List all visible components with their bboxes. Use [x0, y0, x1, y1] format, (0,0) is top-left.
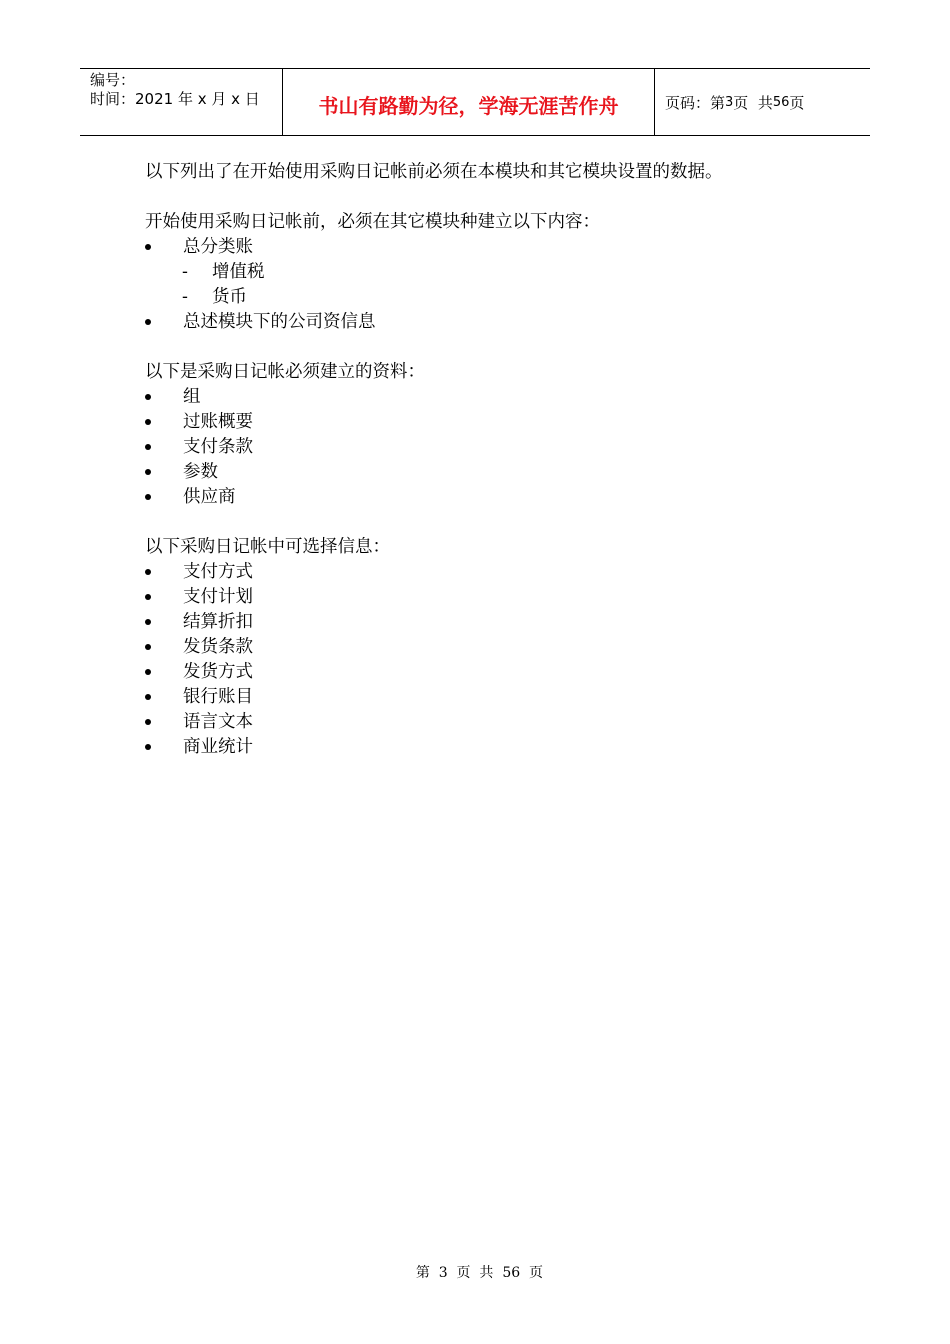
header-info-cell [80, 69, 282, 135]
section3-heading: 以下采购日记帐中可选择信息： [145, 537, 390, 557]
bullet-icon [145, 569, 151, 575]
list-item-text: 参数 [183, 462, 218, 482]
list-item-text: 商业统计 [183, 737, 253, 757]
list-item [145, 460, 845, 485]
list-item-text: 供应商 [183, 487, 236, 507]
footer-page-indicator: 第 3 页 共 56 页 [415, 1265, 544, 1281]
list-item [145, 310, 845, 335]
list-item [145, 485, 845, 510]
dash-icon: - [182, 262, 188, 282]
list-item-text: 总述模块下的公司资信息 [183, 312, 376, 332]
list-item [145, 685, 845, 710]
list-item [145, 385, 845, 410]
header-motto-cell [282, 69, 655, 135]
bullet-icon [145, 419, 151, 425]
list-item-text: 总分类账 [183, 237, 253, 257]
list-item [145, 585, 845, 610]
list-item [145, 435, 845, 460]
sub-list-item [145, 260, 845, 285]
bullet-icon [145, 644, 151, 650]
bullet-icon [145, 594, 151, 600]
bullet-icon [145, 694, 151, 700]
bullet-icon [145, 244, 151, 250]
bullet-icon [145, 444, 151, 450]
sub-list-item-text: 货币 [212, 287, 247, 307]
page-prefix: 页码：第 [665, 93, 726, 112]
list-item-text: 支付方式 [183, 562, 253, 582]
intro-paragraph: 以下列出了在开始使用采购日记帐前必须在本模块和其它模块设置的数据。 [145, 162, 723, 182]
page-footer [0, 1246, 950, 1282]
list-item-text: 组 [183, 387, 201, 407]
bullet-icon [145, 619, 151, 625]
list-item [145, 635, 845, 660]
list-item-text: 语言文本 [183, 712, 253, 732]
page-header [80, 68, 870, 136]
list-item-text: 银行账目 [183, 687, 253, 707]
list-item-text: 过账概要 [183, 412, 253, 432]
document-number-label: 编号： [90, 71, 136, 89]
document-time-label: 时间：2021 年 x 月 x 日 [90, 90, 260, 108]
dash-icon: - [182, 287, 188, 307]
list-item-text: 结算折扣 [183, 612, 253, 632]
document-body [145, 160, 845, 760]
header-motto: 书山有路勤为径，学海无涯苦作舟 [318, 93, 619, 118]
list-item [145, 710, 845, 735]
bullet-icon [145, 669, 151, 675]
bullet-icon [145, 469, 151, 475]
page-total: 56 [772, 94, 790, 110]
list-item [145, 660, 845, 685]
list-item-text: 支付计划 [183, 587, 253, 607]
list-item-text: 发货方式 [183, 662, 253, 682]
page-mid: 页 共 [733, 93, 773, 112]
list-item [145, 235, 845, 260]
bullet-icon [145, 494, 151, 500]
bullet-icon [145, 744, 151, 750]
page-number: 3 [725, 94, 734, 110]
page-suffix: 页 [789, 93, 805, 112]
list-item [145, 735, 845, 760]
list-item-text: 发货条款 [183, 637, 253, 657]
section2-heading: 以下是采购日记帐必须建立的资料： [145, 362, 425, 382]
list-item-text: 支付条款 [183, 437, 253, 457]
header-page-cell [655, 69, 870, 135]
list-item [145, 410, 845, 435]
list-item [145, 610, 845, 635]
bullet-icon [145, 319, 151, 325]
list-item [145, 560, 845, 585]
bullet-icon [145, 719, 151, 725]
sub-list-item [145, 285, 845, 310]
sub-list-item-text: 增值税 [212, 262, 265, 282]
section1-heading: 开始使用采购日记帐前，必须在其它模块种建立以下内容： [145, 212, 600, 232]
bullet-icon [145, 394, 151, 400]
